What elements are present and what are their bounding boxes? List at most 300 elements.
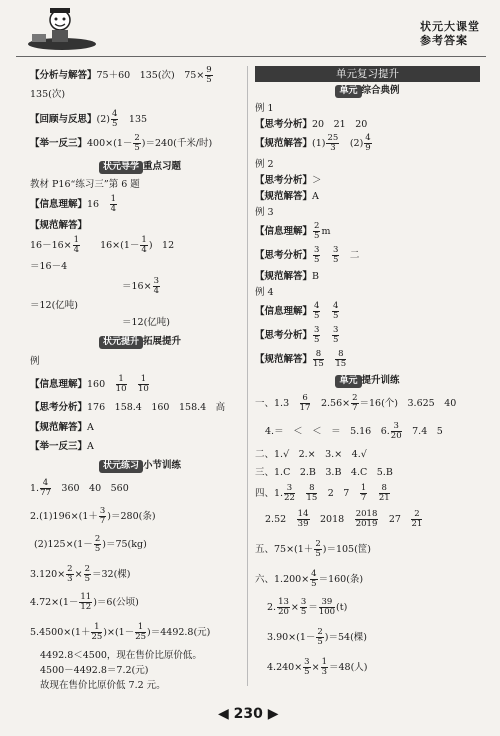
text-fragment: 【举一反三】 [30,441,88,452]
answer-line [30,375,250,401]
text-fragment: 三、1.C 2.B 3.B 4.C 5.B [255,467,393,478]
text-fragment: 8 [379,484,390,494]
text-fragment: ) 12 [148,240,175,251]
text-fragment: ＝12(亿吨) [30,300,79,311]
text-fragment: 5 [311,579,317,589]
text-fragment: ＝160(条) [318,574,364,585]
text-fragment: 3 [332,245,339,255]
text-fragment: 1. [30,483,40,494]
mascot-logo-icon [22,4,102,52]
text-fragment: 3 [67,574,73,584]
text-fragment: 16×(1－ [100,240,140,251]
text-fragment: 135(次) [30,89,66,100]
text-fragment: 2 [134,133,140,143]
text-fragment: 例 2 [255,159,274,170]
text-fragment: 3 [330,143,336,153]
answer-line [255,394,480,422]
text-fragment: 7.4 5 [412,426,443,437]
fraction [284,484,295,503]
fraction [316,628,323,647]
text-fragment: 单元 [335,85,361,98]
text-fragment: 【规范解答】 [30,422,88,433]
text-fragment: 15 [306,493,318,503]
fraction [94,535,101,554]
fraction [153,277,160,296]
text-fragment: 10 [138,384,149,394]
example-label [255,286,480,302]
text-fragment: 【思考分析】 [255,175,313,186]
answer-line [255,570,480,598]
text-fragment: 教材 P16“练习三”第 6 题 [30,179,140,190]
fraction [300,598,307,617]
fraction [110,195,117,214]
fraction [84,565,91,584]
text-fragment: 14 [297,509,309,519]
text-fragment: × [74,569,83,580]
text-fragment: (2) [96,114,110,125]
text-fragment: 4.＝ ＜ ＜ ＝ 5.16 6. [265,426,390,437]
answer-line [255,134,480,158]
text-fragment: 状元提升 [99,336,143,349]
text-fragment: 2018 [320,514,345,525]
answer-line [255,658,480,686]
page-number: ◀ 230 ▶ [218,706,279,722]
text-fragment: )×(1－ [103,627,135,638]
answer-line [30,88,250,110]
answer-line [30,440,250,459]
answer-line [30,479,250,507]
text-fragment: 5 [134,143,140,153]
header-rule [16,56,486,57]
text-fragment: 4500－4492.8＝7.2(元) [40,665,149,676]
text-fragment: 【规范解答】 [255,354,313,365]
text-fragment: )＝280(条) [107,511,156,522]
text-fragment: × [290,602,299,613]
text-fragment: 3.120× [30,569,66,580]
fraction [91,623,102,642]
section-heading [30,335,250,355]
text-fragment: ＝16(个) 3.625 40 [359,398,457,409]
text-fragment: (2) [349,138,364,149]
text-fragment: 12 [80,602,92,612]
answer-line [255,510,480,540]
fraction [111,110,118,129]
text-fragment: 【思考分析】 [30,402,88,413]
text-fragment: 提升训练 [361,375,400,386]
text-fragment: 20 [390,431,402,441]
text-fragment: 4 [40,479,51,489]
text-fragment: 11 [80,592,92,602]
text-fragment: 25 [135,632,147,642]
section-heading [30,160,250,178]
text-fragment: 4 [311,569,317,579]
text-fragment: 二 [349,250,360,261]
text-fragment: 4 [73,245,80,255]
text-fragment: ＝12(亿吨) [122,317,171,328]
text-fragment: 二、1.√ 2.× 3.× 4.√ [255,449,367,460]
answer-line [255,222,480,246]
fraction [360,484,367,503]
text-fragment: 4 [365,133,371,143]
text-fragment: 2 [315,539,321,549]
text-fragment: 4.240× [267,662,303,673]
text-fragment: 7 [99,516,106,526]
fraction [138,375,149,394]
fraction [351,394,358,413]
example-label [255,102,480,118]
text-fragment: 2.(1)196×(1＋ [30,511,98,522]
text-fragment: 4492.8＜4500，现在售价比原价低。 [40,650,202,661]
answer-line [255,174,480,190]
answer-line [30,649,250,664]
fraction [313,222,320,241]
brand-line1: 状元大课堂 [420,20,480,33]
text-fragment: 5 [304,667,310,677]
text-fragment: 9 [206,65,212,75]
text-fragment: 六、1.200× [255,574,310,585]
text-fragment: (1) [312,138,326,149]
text-fragment: 5 [300,607,307,617]
answer-line [30,535,250,565]
text-fragment: 4 [332,301,339,311]
text-fragment: 4.72×(1－ [30,597,79,608]
section-heading [255,84,480,102]
text-fragment: 6 [300,394,311,404]
text-fragment: 【信息理解】 [255,306,313,317]
text-fragment: 5 [332,311,339,321]
text-fragment: 【分析与解答】 [30,70,97,81]
text-fragment: )＝4492.8(元) [147,627,211,638]
text-fragment: 5 [84,574,90,584]
text-fragment: 22 [284,493,295,503]
fraction [297,510,310,529]
text-fragment: 4 [314,301,320,311]
answer-line [30,355,250,375]
text-fragment: B [312,271,319,282]
fraction [116,375,127,394]
text-fragment: 5 [314,231,320,241]
text-fragment: 5 [314,255,320,265]
fraction [391,422,402,441]
fraction [355,510,379,529]
text-fragment: 4 [141,245,147,255]
text-fragment: 1 [73,235,80,245]
answer-line [30,260,250,277]
text-fragment: 2 [314,221,320,231]
text-fragment: 1 [360,483,367,493]
answer-line [255,190,480,206]
text-fragment: 小节训练 [143,460,182,471]
text-fragment: 2.52 [265,514,287,525]
text-fragment: 2 [411,510,422,520]
fraction [332,326,339,345]
text-fragment: 4 [153,286,159,296]
answer-line [255,540,480,570]
text-fragment: 9 [365,143,371,153]
fraction [335,350,346,369]
fraction [205,66,212,85]
text-fragment: 75＋60 135(次) 75× [96,70,205,81]
answer-line [255,422,480,448]
fraction [313,302,320,321]
text-fragment: ＝32(棵) [91,569,131,580]
text-fragment: 25 [327,133,339,143]
text-fragment: 135 [128,114,148,125]
text-fragment: 8 [335,350,346,360]
text-fragment: 【举一反三】 [30,138,88,149]
text-fragment: 8 [313,350,324,360]
text-fragment: (t) [336,602,348,613]
fraction [364,134,371,153]
text-fragment: 5 [317,637,323,647]
fraction [140,236,147,255]
text-fragment: 1 [91,623,102,633]
text-fragment: )＝54(棵) [324,632,368,643]
brand-line2: 参考答案 [420,34,468,47]
text-fragment: 【规范解答】 [255,138,313,149]
text-fragment: 2. [267,602,277,613]
answer-line [30,507,250,535]
text-fragment: 例 3 [255,207,274,218]
text-fragment: A [87,422,94,433]
text-fragment: 例 1 [255,103,274,114]
answer-line [255,350,480,374]
answer-line [30,195,250,219]
text-fragment: 【思考分析】 [255,250,313,261]
text-fragment: 4 [110,204,117,214]
answer-line [30,623,250,649]
answer-line [30,134,250,160]
text-fragment: 160 [87,379,106,390]
section-heading [30,459,250,479]
text-fragment: 13 [278,597,289,607]
text-fragment: m [321,226,331,237]
fraction [411,510,422,529]
text-fragment: 例 [30,356,40,367]
text-fragment: 360 40 560 [61,483,129,494]
text-fragment: (2)125×(1－ [34,539,93,550]
text-fragment: 3 [304,657,310,667]
text-fragment: 1 [321,657,327,667]
answer-line [30,679,250,694]
example-label [255,206,480,222]
answer-line [255,598,480,628]
fraction [40,479,51,498]
text-fragment: 20 [278,607,289,617]
text-fragment: 39 [319,598,335,608]
fraction [99,507,106,526]
text-fragment: 15 [313,359,324,369]
text-fragment: 39 [297,519,309,529]
fraction [66,565,73,584]
text-fragment: 5 [332,335,339,345]
fraction [73,236,80,255]
text-fragment: 10 [115,384,127,394]
text-fragment: 2 7 [327,488,350,499]
text-fragment: 【信息理解】 [30,199,88,210]
text-fragment: 3.90×(1－ [267,632,316,643]
answer-line [30,593,250,623]
text-fragment: 状元练习 [99,460,143,473]
text-fragment: ＞ [312,175,322,186]
text-fragment: A [312,191,319,202]
text-fragment: 3 [332,325,339,335]
text-fragment: 2 [352,393,358,403]
text-fragment: 1 [135,623,146,633]
answer-line [255,628,480,658]
text-fragment: )＝240(千米/时) [141,138,213,149]
answer-line [30,110,250,134]
text-fragment: 【思考分析】 [255,119,313,130]
text-fragment: 状元导学 [99,161,143,174]
text-fragment: 四、1. [255,488,284,499]
text-fragment: 15 [335,359,347,369]
answer-line [255,246,480,270]
text-fragment: 2 [317,627,323,637]
answer-line [30,219,250,236]
text-fragment: 3 [314,325,320,335]
text-fragment: 5 [314,311,320,321]
fraction [133,134,140,153]
text-fragment: 77 [40,488,51,498]
text-fragment: 3 [314,245,320,255]
text-fragment: 21 [378,493,390,503]
answer-line [255,326,480,350]
text-fragment: 176 158.4 160 158.4 高 [87,402,226,413]
text-fragment: 27 [388,514,401,525]
text-fragment: 7 [360,493,367,503]
text-fragment: 5 [314,335,320,345]
text-fragment: 400×(1－ [87,138,133,149]
section-banner: 单元复习提升 [255,66,480,82]
text-fragment: 17 [299,403,311,413]
text-fragment: 5 [206,75,212,85]
text-fragment: 16－16× [30,240,72,251]
fraction [135,623,146,642]
text-fragment: 1 [138,375,149,385]
text-fragment: 25 [91,632,103,642]
text-fragment: A [87,441,94,452]
text-fragment: )＝75(kg) [102,539,147,550]
fraction [300,394,311,413]
text-fragment: 7 [352,403,358,413]
text-fragment: 8 [306,484,317,494]
text-fragment: 3 [300,597,307,607]
answer-line [30,316,250,335]
text-fragment: 【思考分析】 [255,330,313,341]
fraction [332,302,339,321]
text-fragment: ＝16－4 [30,261,68,272]
answer-line [255,270,480,286]
answer-line [255,118,480,134]
text-fragment: 4 [111,109,118,119]
text-fragment: 5 [332,255,339,265]
text-fragment: 故现在售价比原价低 7.2 元。 [40,680,166,691]
fraction [313,246,320,265]
fraction [79,593,92,612]
text-fragment: ＝48(人) [328,662,368,673]
fraction [277,598,290,617]
text-fragment: 21 [411,519,423,529]
text-fragment: 2 [67,564,73,574]
text-fragment: 3 [153,276,159,286]
text-fragment: 2.56× [320,398,351,409]
right-column [255,66,480,686]
text-fragment: 【信息理解】 [255,226,313,237]
answer-line [30,401,250,421]
answer-line [30,421,250,440]
text-fragment: 【规范解答】 [30,220,88,231]
answer-line [30,299,250,316]
text-fragment: 5 [94,544,101,554]
text-fragment: × [311,662,320,673]
text-fragment: 【信息理解】 [30,379,88,390]
answer-line [30,236,250,260]
answer-line [255,448,480,466]
fraction [332,246,339,265]
answer-line [30,664,250,679]
text-fragment: 2019 [355,519,378,529]
text-fragment: 3 [321,667,327,677]
answer-line [30,277,250,299]
text-fragment: 五、75×(1＋ [255,544,314,555]
text-fragment: 单元 [335,375,361,388]
answer-line [255,484,480,510]
brand-title [420,20,480,48]
fraction [326,134,339,153]
text-fragment: 【规范解答】 [255,191,313,202]
answer-line [30,66,250,88]
example-label [255,158,480,174]
text-fragment: )＝6(公顷) [93,597,139,608]
text-fragment: 5.4500×(1＋ [30,627,91,638]
text-fragment: 【回顾与反思】 [30,114,97,125]
text-fragment: 1 [110,194,117,204]
text-fragment: 2 [84,564,90,574]
page-header [0,0,500,58]
text-fragment: 16 [87,199,100,210]
text-fragment: 重点习题 [143,161,182,172]
text-fragment: 100 [318,607,336,617]
fraction [321,658,328,677]
text-fragment: )＝105(筐) [322,544,371,555]
text-fragment: 3 [99,506,106,516]
text-fragment: 2 [94,534,101,544]
section-heading [255,374,480,394]
text-fragment: 2018 [355,509,378,519]
fraction [319,598,335,617]
text-fragment: 综合典例 [361,85,400,96]
fraction [379,484,390,503]
fraction [306,484,317,503]
text-fragment: 3 [284,484,295,494]
text-fragment: 5 [315,549,321,559]
text-fragment: 【规范解答】 [255,271,313,282]
fraction [314,540,321,559]
text-fragment: ＝ [308,602,318,613]
text-fragment: 5 [111,119,118,129]
text-fragment: ＝16× [122,281,152,292]
text-fragment: 1 [116,375,127,385]
answer-line [30,565,250,593]
text-fragment: 一、1.3 [255,398,290,409]
text-fragment: 例 4 [255,287,274,298]
text-fragment: 1 [141,235,147,245]
answer-line [255,466,480,484]
fraction [313,326,320,345]
text-fragment: 20 21 20 [312,119,368,130]
fraction [303,658,310,677]
